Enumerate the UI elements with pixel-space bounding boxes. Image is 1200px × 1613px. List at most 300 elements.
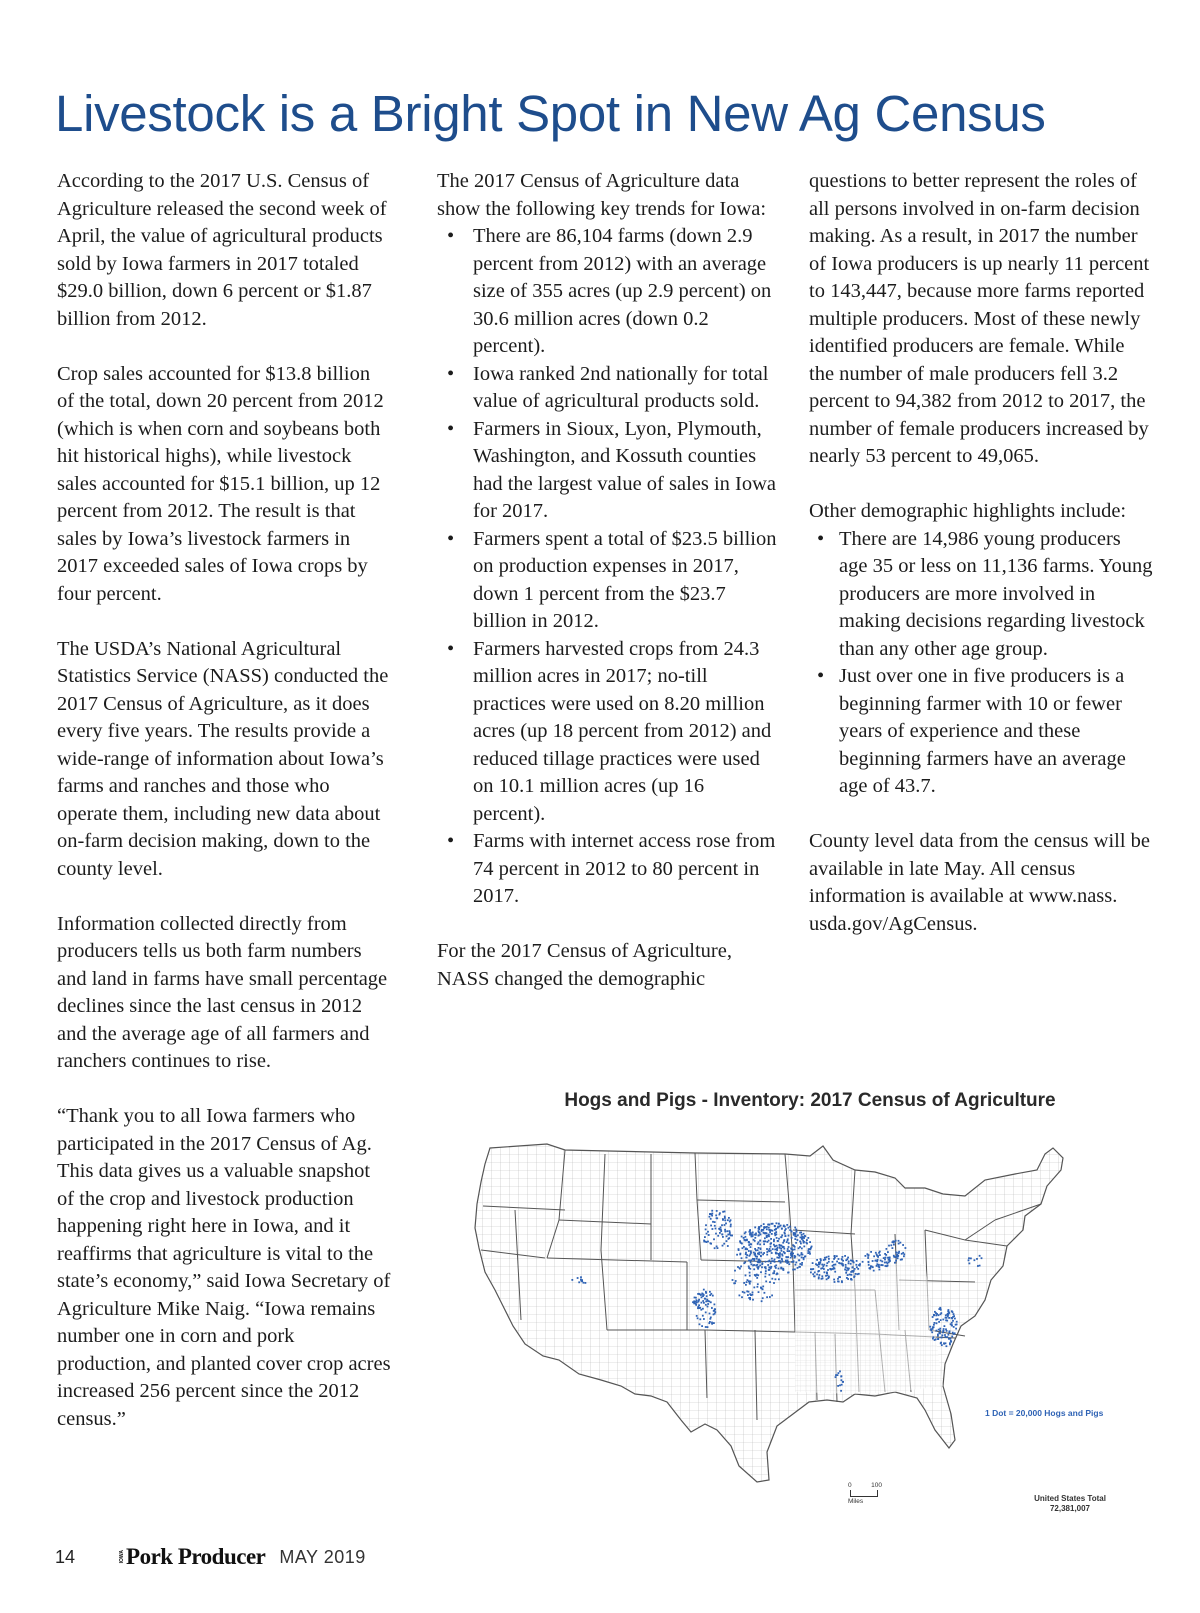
hog-dot bbox=[713, 1322, 715, 1324]
hog-dot bbox=[865, 1255, 867, 1257]
hog-dot bbox=[853, 1262, 855, 1264]
hog-dot bbox=[820, 1258, 822, 1260]
hog-dot bbox=[767, 1241, 769, 1243]
hog-dot bbox=[798, 1266, 800, 1268]
hog-dot bbox=[878, 1264, 880, 1266]
hog-dot bbox=[839, 1384, 841, 1386]
hog-dot bbox=[786, 1224, 788, 1226]
hog-dot bbox=[774, 1246, 776, 1248]
hog-dot bbox=[814, 1272, 816, 1274]
hog-dot bbox=[797, 1234, 799, 1236]
hog-dot bbox=[771, 1252, 773, 1254]
scale-unit: Miles bbox=[848, 1498, 864, 1505]
hog-dot bbox=[793, 1234, 795, 1236]
hog-dot bbox=[705, 1301, 707, 1303]
hog-dot bbox=[804, 1235, 806, 1237]
hog-dot bbox=[762, 1297, 764, 1299]
hog-dot bbox=[707, 1231, 709, 1233]
hog-dot bbox=[759, 1259, 761, 1261]
hog-dot bbox=[722, 1236, 724, 1238]
hog-dot bbox=[977, 1265, 979, 1267]
hog-dot bbox=[788, 1235, 790, 1237]
hog-dot bbox=[822, 1267, 824, 1269]
hog-dot bbox=[939, 1330, 941, 1332]
hog-dot bbox=[754, 1237, 756, 1239]
hog-dot bbox=[794, 1249, 796, 1251]
hog-dot bbox=[893, 1255, 895, 1257]
hog-dot bbox=[760, 1225, 762, 1227]
hog-dot bbox=[748, 1267, 750, 1269]
hog-dot bbox=[776, 1257, 778, 1259]
hog-dot bbox=[887, 1251, 889, 1253]
hog-dot bbox=[801, 1257, 803, 1259]
hog-dot bbox=[789, 1226, 791, 1228]
brand-iowa: IOWA bbox=[119, 1550, 126, 1564]
hog-dot bbox=[785, 1228, 787, 1230]
hog-dot bbox=[941, 1344, 943, 1346]
hog-dot bbox=[710, 1243, 712, 1245]
hog-dot bbox=[745, 1252, 747, 1254]
hog-dot bbox=[887, 1265, 889, 1267]
list-item: • Farmers in Sioux, Lyon, Plymouth, Washington, and Kossuth counties had the largest value of sales in Iowa for 2017. bbox=[447, 417, 777, 522]
hog-dot bbox=[787, 1250, 789, 1252]
hog-dot bbox=[757, 1286, 759, 1288]
hog-dot bbox=[784, 1252, 786, 1254]
hog-dot bbox=[719, 1212, 721, 1214]
hog-dot bbox=[734, 1282, 736, 1284]
page-footer bbox=[55, 1542, 366, 1572]
hog-dot bbox=[857, 1273, 859, 1275]
list-item: • Farmers spent a total of $23.5 billion on production expenses in 2017, down 1 percent from the $23.7 billion in 2012. bbox=[447, 527, 777, 632]
hog-dot bbox=[741, 1257, 743, 1259]
hog-dot bbox=[750, 1261, 752, 1263]
hog-dot bbox=[727, 1219, 729, 1221]
bullet-icon: • bbox=[447, 830, 455, 852]
hog-dot bbox=[580, 1276, 582, 1278]
hog-dot bbox=[752, 1232, 754, 1234]
hog-dot bbox=[748, 1266, 750, 1268]
hog-dot bbox=[776, 1273, 778, 1275]
column-2 bbox=[437, 168, 777, 1021]
hog-dot bbox=[952, 1320, 954, 1322]
hog-dot bbox=[954, 1318, 956, 1320]
hog-dot bbox=[714, 1221, 716, 1223]
hog-dot bbox=[755, 1256, 757, 1258]
hog-dot bbox=[946, 1330, 948, 1332]
hog-dot bbox=[702, 1308, 704, 1310]
hog-dot bbox=[794, 1255, 796, 1257]
hog-dot bbox=[816, 1259, 818, 1261]
hog-dot bbox=[712, 1221, 714, 1223]
hog-dot bbox=[578, 1281, 580, 1283]
hog-dot bbox=[873, 1255, 875, 1257]
hog-dot bbox=[708, 1234, 710, 1236]
hog-dot bbox=[787, 1261, 789, 1263]
hog-dot bbox=[748, 1250, 750, 1252]
hog-dot bbox=[850, 1260, 852, 1262]
hog-dot bbox=[781, 1267, 783, 1269]
hog-dot bbox=[781, 1228, 783, 1230]
hog-dot bbox=[801, 1234, 803, 1236]
hog-dot bbox=[705, 1292, 707, 1294]
us-total-value: 72,381,007 bbox=[1049, 1504, 1091, 1513]
hog-dot bbox=[812, 1262, 814, 1264]
hog-dot bbox=[805, 1242, 807, 1244]
hog-dot bbox=[799, 1246, 801, 1248]
hog-dot bbox=[792, 1269, 794, 1271]
hog-dot bbox=[719, 1232, 721, 1234]
hog-dot bbox=[732, 1279, 734, 1281]
list-item: • Farms with internet access rose from 74 percent in 2012 to 80 percent in 2017. bbox=[447, 830, 776, 907]
hog-dot bbox=[942, 1330, 944, 1332]
hog-dot bbox=[846, 1258, 848, 1260]
hog-dot bbox=[707, 1241, 709, 1243]
hog-dot bbox=[786, 1241, 788, 1243]
hog-dot bbox=[775, 1278, 777, 1280]
hog-dot bbox=[788, 1242, 790, 1244]
hog-dot bbox=[878, 1266, 880, 1268]
paragraph: Other demographic highlights include: bbox=[809, 500, 1127, 522]
hog-dot bbox=[767, 1264, 769, 1266]
hog-dot bbox=[758, 1266, 760, 1268]
hog-dot bbox=[828, 1258, 830, 1260]
hog-dot bbox=[856, 1264, 858, 1266]
hog-dot bbox=[898, 1240, 900, 1242]
hog-dot bbox=[775, 1253, 777, 1255]
hog-dot bbox=[754, 1248, 756, 1250]
hog-dot bbox=[721, 1234, 723, 1236]
hog-dot bbox=[753, 1287, 755, 1289]
hog-dot bbox=[794, 1227, 796, 1229]
hog-dot bbox=[777, 1240, 779, 1242]
hog-dot bbox=[846, 1277, 848, 1279]
hog-dot bbox=[771, 1258, 773, 1260]
hog-dot bbox=[827, 1269, 829, 1271]
hog-dot bbox=[757, 1253, 759, 1255]
hog-dot bbox=[780, 1262, 782, 1264]
hog-dot bbox=[765, 1268, 767, 1270]
hog-dot bbox=[795, 1229, 797, 1231]
hog-dot bbox=[755, 1275, 757, 1277]
hog-dot bbox=[724, 1219, 726, 1221]
scale-zero: 0 bbox=[848, 1482, 852, 1489]
hog-dot bbox=[711, 1215, 713, 1217]
hog-dot bbox=[771, 1260, 773, 1262]
hog-dot bbox=[724, 1224, 726, 1226]
hog-dot bbox=[766, 1254, 768, 1256]
hog-dot bbox=[709, 1216, 711, 1218]
bullet-icon: • bbox=[817, 527, 825, 550]
hog-dot bbox=[703, 1289, 705, 1291]
hog-dot bbox=[940, 1319, 942, 1321]
hog-dot bbox=[756, 1277, 758, 1279]
hog-dot bbox=[902, 1244, 904, 1246]
us-total-label: United States Total bbox=[1034, 1494, 1106, 1503]
hog-dot bbox=[769, 1248, 771, 1250]
bullet-icon: • bbox=[447, 637, 455, 660]
hog-dot bbox=[772, 1272, 774, 1274]
hog-dot bbox=[749, 1283, 751, 1285]
hog-dot bbox=[780, 1236, 782, 1238]
hog-dot bbox=[821, 1264, 823, 1266]
paragraph: Crop sales accounted for $13.8 billion of the total, down 20 percent from 2012 (which is when corn and soybeans both hit historical highs), while livestock sales accounted for $15.1 billion, up 12 percent from 2012. The result is that sales by Iowa’s livestock farmers in 2017 exceeded sales of Iowa crops by four percent. bbox=[57, 362, 384, 605]
hog-dot bbox=[758, 1247, 760, 1249]
hog-dot bbox=[781, 1258, 783, 1260]
hog-dot bbox=[838, 1372, 840, 1374]
hog-dot bbox=[770, 1238, 772, 1240]
hog-dot bbox=[940, 1337, 942, 1339]
hog-dot bbox=[848, 1261, 850, 1263]
hog-dot bbox=[935, 1312, 937, 1314]
hog-dot bbox=[729, 1230, 731, 1232]
paragraph: questions to better represent the roles of all persons involved in on-farm decision making. As a result, in 2017 the number of Iowa producers is up nearly 11 percent to 143,447, because more farms reported multiple producers. Most of these newly identified producers are female. While the number of male producers fell 3.2 percent to 94,382 from 2012 to 2017, the number of female producers increased by nearly 53 percent to 49,065. bbox=[809, 170, 1150, 467]
hog-dot bbox=[760, 1234, 762, 1236]
hog-dot bbox=[711, 1210, 713, 1212]
hog-dot bbox=[759, 1240, 761, 1242]
hog-dot bbox=[945, 1336, 947, 1338]
hog-dot bbox=[894, 1262, 896, 1264]
hog-dot bbox=[818, 1266, 820, 1268]
hog-dot bbox=[950, 1338, 952, 1340]
hog-dot bbox=[833, 1264, 835, 1266]
hog-dot bbox=[760, 1248, 762, 1250]
hog-dot bbox=[760, 1255, 762, 1257]
hog-dot bbox=[814, 1275, 816, 1277]
hog-dot bbox=[845, 1272, 847, 1274]
hog-dot bbox=[745, 1231, 747, 1233]
hog-dot bbox=[748, 1280, 750, 1282]
hog-dot bbox=[720, 1227, 722, 1229]
hog-dot bbox=[932, 1326, 934, 1328]
hog-dot bbox=[788, 1263, 790, 1265]
hog-dot bbox=[901, 1259, 903, 1261]
hog-dot bbox=[722, 1245, 724, 1247]
hog-dot bbox=[773, 1270, 775, 1272]
hog-dot bbox=[744, 1292, 746, 1294]
hog-dot bbox=[898, 1243, 900, 1245]
hog-dot bbox=[948, 1317, 950, 1319]
hog-dot bbox=[766, 1251, 768, 1253]
map-legend: 1 Dot = 20,000 Hogs and Pigs bbox=[985, 1408, 1104, 1418]
hog-dot bbox=[751, 1236, 753, 1238]
hog-dot bbox=[981, 1257, 983, 1259]
hog-dot bbox=[770, 1229, 772, 1231]
hog-dot bbox=[855, 1273, 857, 1275]
hog-dot bbox=[710, 1225, 712, 1227]
hog-dot bbox=[698, 1293, 700, 1295]
hog-dot bbox=[710, 1218, 712, 1220]
hog-dot bbox=[787, 1238, 789, 1240]
hog-dot bbox=[826, 1272, 828, 1274]
hog-dot bbox=[834, 1257, 836, 1259]
hog-dot bbox=[809, 1249, 811, 1251]
hog-dot bbox=[862, 1261, 864, 1263]
hog-dot bbox=[826, 1265, 828, 1267]
hog-dot bbox=[713, 1238, 715, 1240]
us-total bbox=[1020, 1494, 1120, 1514]
hog-dot bbox=[758, 1227, 760, 1229]
hog-dot bbox=[750, 1252, 752, 1254]
hog-dot bbox=[782, 1260, 784, 1262]
hog-dot bbox=[727, 1245, 729, 1247]
hog-dot bbox=[783, 1240, 785, 1242]
hog-dot bbox=[886, 1261, 888, 1263]
hog-dot bbox=[877, 1259, 879, 1261]
hog-dot bbox=[756, 1258, 758, 1260]
hog-dot bbox=[791, 1261, 793, 1263]
hog-dot bbox=[764, 1276, 766, 1278]
hog-dot bbox=[770, 1262, 772, 1264]
hog-dot bbox=[746, 1254, 748, 1256]
hog-dot bbox=[842, 1256, 844, 1258]
hog-dot bbox=[853, 1270, 855, 1272]
hog-dot bbox=[738, 1249, 740, 1251]
hog-dot bbox=[808, 1248, 810, 1250]
hog-dot bbox=[709, 1294, 711, 1296]
hog-dot bbox=[765, 1270, 767, 1272]
hog-dot bbox=[753, 1258, 755, 1260]
hog-dot bbox=[838, 1258, 840, 1260]
hog-dot bbox=[748, 1242, 750, 1244]
hog-dot bbox=[954, 1332, 956, 1334]
hog-dot bbox=[851, 1274, 853, 1276]
hog-dot bbox=[699, 1323, 701, 1325]
hog-dot bbox=[725, 1223, 727, 1225]
hog-dot bbox=[882, 1264, 884, 1266]
hog-dot bbox=[743, 1282, 745, 1284]
hog-dot bbox=[712, 1228, 714, 1230]
hog-dot bbox=[707, 1306, 709, 1308]
key-trends-list bbox=[437, 223, 777, 911]
hog-dot bbox=[693, 1303, 695, 1305]
hog-dot bbox=[764, 1240, 766, 1242]
hog-dot bbox=[770, 1266, 772, 1268]
hog-dot bbox=[818, 1270, 820, 1272]
hog-dot bbox=[809, 1253, 811, 1255]
hog-dot bbox=[892, 1247, 894, 1249]
hog-dot bbox=[750, 1243, 752, 1245]
hog-dot bbox=[702, 1293, 704, 1295]
hog-dot bbox=[702, 1295, 704, 1297]
hog-dot bbox=[717, 1235, 719, 1237]
hog-dot bbox=[762, 1286, 764, 1288]
hog-dot bbox=[745, 1248, 747, 1250]
hog-dot bbox=[893, 1244, 895, 1246]
hog-dot bbox=[868, 1261, 870, 1263]
hog-dot bbox=[716, 1217, 718, 1219]
hog-dot bbox=[796, 1231, 798, 1233]
hog-dot bbox=[770, 1250, 772, 1252]
hog-dot bbox=[953, 1313, 955, 1315]
hog-dot bbox=[773, 1239, 775, 1241]
hog-dot bbox=[850, 1263, 852, 1265]
hog-dot bbox=[781, 1235, 783, 1237]
hog-dot bbox=[713, 1310, 715, 1312]
hog-dot bbox=[749, 1275, 751, 1277]
hog-dot bbox=[701, 1325, 703, 1327]
hog-dot bbox=[708, 1322, 710, 1324]
hog-dot bbox=[762, 1229, 764, 1231]
hog-dot bbox=[799, 1255, 801, 1257]
hog-dot bbox=[714, 1247, 716, 1249]
hog-dot bbox=[752, 1292, 754, 1294]
hog-dot bbox=[751, 1233, 753, 1235]
hog-dot bbox=[745, 1284, 747, 1286]
hog-dot bbox=[698, 1299, 700, 1301]
hog-dot bbox=[794, 1238, 796, 1240]
hog-dot bbox=[826, 1256, 828, 1258]
hog-dot bbox=[697, 1306, 699, 1308]
hog-dot bbox=[952, 1311, 954, 1313]
hog-dot bbox=[705, 1312, 707, 1314]
column-3 bbox=[809, 168, 1154, 966]
hog-dot bbox=[739, 1254, 741, 1256]
hog-dot bbox=[753, 1268, 755, 1270]
hog-dot bbox=[750, 1250, 752, 1252]
hog-dot bbox=[807, 1252, 809, 1254]
hog-dot bbox=[837, 1278, 839, 1280]
hog-dot bbox=[793, 1232, 795, 1234]
paragraph: The 2017 Census of Agriculture data show the following key trends for Iowa: bbox=[437, 170, 767, 220]
hog-dot bbox=[694, 1297, 696, 1299]
hog-dot bbox=[743, 1246, 745, 1248]
hog-dot bbox=[698, 1304, 700, 1306]
hog-dot bbox=[709, 1318, 711, 1320]
issue-date: MAY 2019 bbox=[279, 1546, 366, 1567]
hog-dot bbox=[948, 1309, 950, 1311]
hog-dot bbox=[715, 1228, 717, 1230]
hog-dot bbox=[786, 1256, 788, 1258]
hog-dot bbox=[751, 1259, 753, 1261]
hog-dot bbox=[726, 1240, 728, 1242]
hog-dot bbox=[760, 1252, 762, 1254]
hog-dot bbox=[825, 1259, 827, 1261]
hog-dot bbox=[876, 1261, 878, 1263]
hog-dot bbox=[937, 1318, 939, 1320]
hog-dot bbox=[836, 1261, 838, 1263]
hog-dot bbox=[799, 1263, 801, 1265]
hog-dot bbox=[840, 1390, 842, 1392]
hog-dot bbox=[714, 1308, 716, 1310]
hog-dot bbox=[787, 1248, 789, 1250]
hog-dot bbox=[821, 1278, 823, 1280]
hog-dot bbox=[764, 1292, 766, 1294]
hog-dot bbox=[802, 1240, 804, 1242]
hog-dot bbox=[711, 1213, 713, 1215]
hog-dot bbox=[739, 1241, 741, 1243]
hog-dot bbox=[764, 1237, 766, 1239]
hog-dot bbox=[902, 1252, 904, 1254]
hog-dot bbox=[769, 1281, 771, 1283]
column-1 bbox=[57, 168, 392, 1461]
hog-dot bbox=[724, 1211, 726, 1213]
hog-dot bbox=[956, 1321, 958, 1323]
hog-dot bbox=[940, 1313, 942, 1315]
hog-dot bbox=[801, 1248, 803, 1250]
us-outline bbox=[475, 1144, 1063, 1482]
hog-dot bbox=[763, 1240, 765, 1242]
hog-dot bbox=[798, 1259, 800, 1261]
hog-dot bbox=[702, 1300, 704, 1302]
hog-dot bbox=[695, 1301, 697, 1303]
hog-dot bbox=[945, 1317, 947, 1319]
hog-dot bbox=[749, 1297, 751, 1299]
article-title: Livestock is a Bright Spot in New Ag Census bbox=[55, 85, 1046, 142]
hog-dot bbox=[761, 1263, 763, 1265]
hog-dot bbox=[856, 1260, 858, 1262]
hog-dot bbox=[896, 1252, 898, 1254]
hog-dot bbox=[774, 1261, 776, 1263]
